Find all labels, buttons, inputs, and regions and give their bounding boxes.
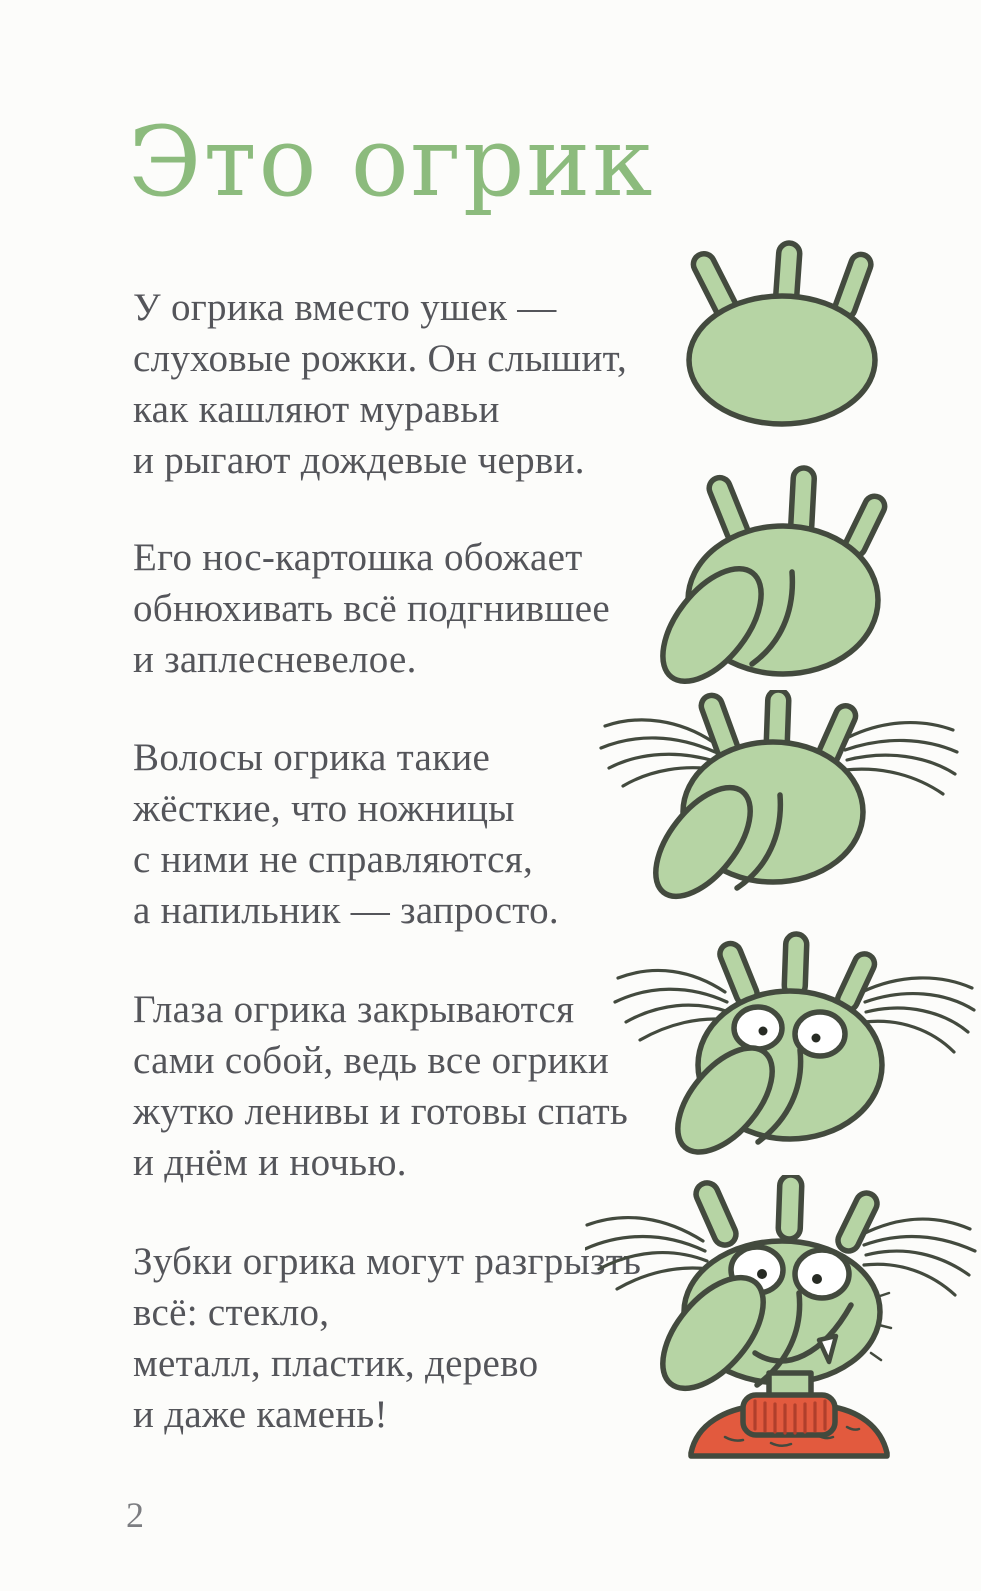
text-line: всё: стекло, <box>133 1291 330 1334</box>
pupil <box>759 1027 768 1036</box>
text-line: и даже камень! <box>133 1393 388 1436</box>
text-line: и рыгают дождевые черви. <box>133 439 585 482</box>
paragraph-hair <box>133 732 653 936</box>
text-line: а напильник — запросто. <box>133 889 559 932</box>
text-line: жутко ленивы и готовы спать <box>133 1090 629 1133</box>
paragraph-nose <box>133 532 653 685</box>
ogrik-stage-5-illustration <box>585 1175 980 1460</box>
text-line: Глаза огрика закрываются <box>133 988 575 1031</box>
text-line: жёсткие, что ножницы <box>133 787 515 830</box>
paragraph-teeth <box>133 1236 653 1440</box>
paragraph-eyes <box>133 984 653 1188</box>
wiry-hair-left <box>585 1218 709 1289</box>
text-line: и заплесневелое. <box>133 638 417 681</box>
ogrik-stage-2-illustration <box>650 460 890 685</box>
page-title: Это огрик <box>128 106 655 218</box>
text-line: слуховые рожки. Он слышит, <box>133 337 628 380</box>
pupil <box>757 1269 767 1279</box>
sweater-collar <box>743 1395 835 1435</box>
pupil <box>812 1034 821 1043</box>
page-number: 2 <box>126 1495 144 1535</box>
text-line: сами собой, ведь все огрики <box>133 1039 610 1082</box>
ogrik-stage-4-illustration <box>610 930 980 1170</box>
text-line: Волосы огрика такие <box>133 736 491 779</box>
wiry-hair-right <box>861 1219 975 1295</box>
text-line: и днём и ночью. <box>133 1141 407 1184</box>
text-line: обнюхивать всё подгнившее <box>133 587 610 630</box>
text-line: металл, пластик, дерево <box>133 1342 539 1385</box>
text-line: как кашляют муравьи <box>133 388 500 431</box>
head <box>689 296 875 424</box>
text-line: У огрика вместо ушек — <box>133 286 557 329</box>
pupil <box>812 1274 822 1284</box>
text-line: Зубки огрика могут разгрызть <box>133 1240 642 1283</box>
paragraph-ears <box>133 282 653 486</box>
text-line: с ними не справляются, <box>133 838 534 881</box>
ogrik-stage-1-illustration <box>655 237 880 427</box>
ogrik-stage-3-illustration <box>595 690 965 910</box>
text-line: Его нос-картошка обожает <box>133 536 583 579</box>
wiry-hair-right <box>843 723 957 794</box>
